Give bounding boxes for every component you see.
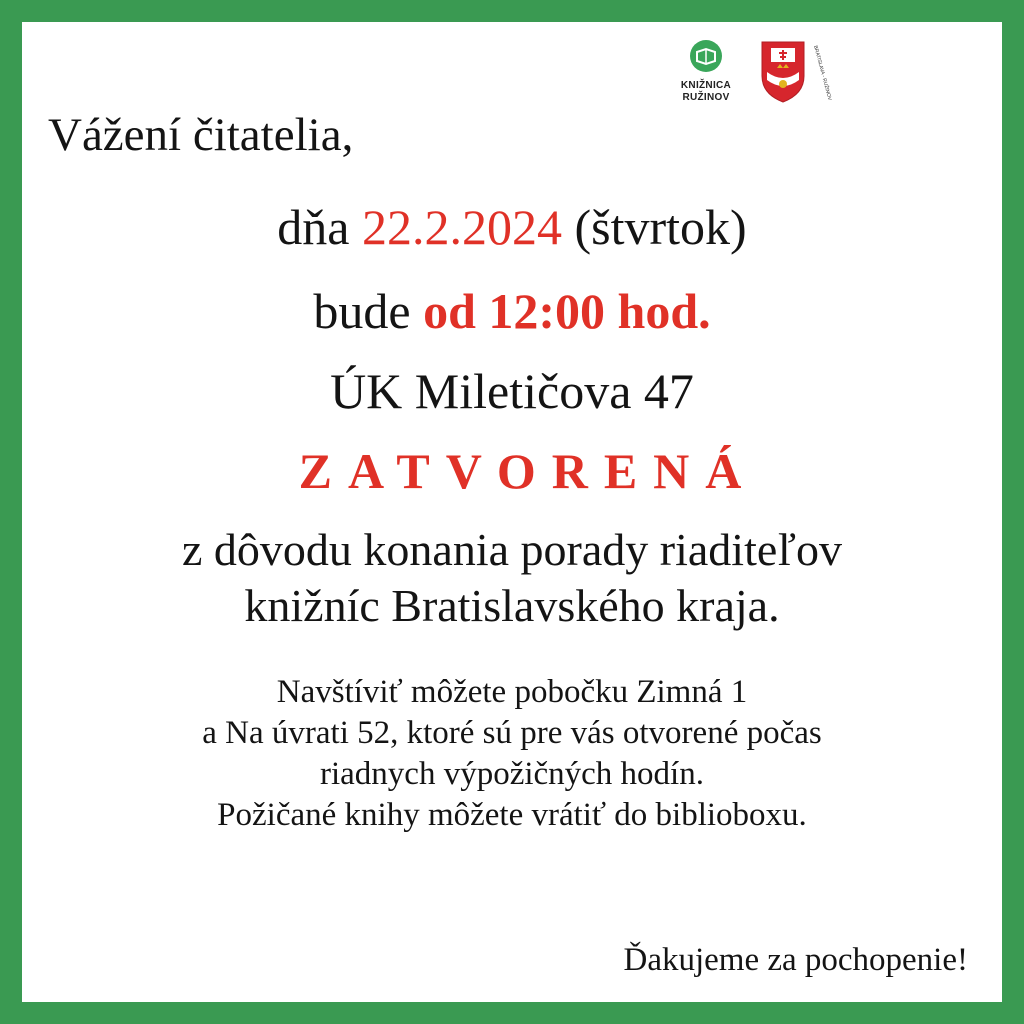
time-line	[22, 282, 1002, 340]
reason-text	[22, 522, 1002, 634]
info-line-1: Navštíviť môžete pobočku Zimná 1	[276, 674, 748, 710]
book-icon	[690, 40, 722, 72]
weekday: (štvrtok)	[574, 199, 747, 255]
salutation: Vážení čitatelia,	[48, 109, 354, 161]
crest-icon	[758, 38, 833, 108]
info-text	[22, 672, 1002, 836]
info-line-3: riadnych výpožičných hodín.	[320, 756, 704, 792]
library-logo-line1: KNIŽNICA	[680, 80, 732, 91]
library-logo	[678, 40, 734, 120]
library-logo-line2: RUŽINOV	[682, 92, 730, 103]
time-prefix: bude	[313, 283, 411, 339]
info-line-2: a Na úvrati 52, ktoré sú pre vás otvorené počas	[202, 715, 822, 751]
info-line-4: Požičané knihy môžete vrátiť do biblioboxu.	[217, 797, 807, 833]
district-crest-logo	[758, 38, 833, 108]
closure-time: od 12:00 hod.	[423, 283, 711, 339]
crest-caption: BRATISLAVA - RUŽINOV	[812, 44, 833, 102]
thanks-text: Ďakujeme za pochopenie!	[623, 942, 968, 978]
closure-date: 22.2.2024	[362, 199, 562, 255]
reason-line-2: knižníc Bratislavského kraja.	[244, 580, 780, 631]
library-branch: ÚK Miletičova 47	[330, 363, 694, 419]
closed-heading: ZATVORENÁ	[298, 443, 758, 499]
date-prefix: dňa	[277, 199, 350, 255]
notice-card	[22, 22, 1002, 1002]
date-line	[22, 198, 1002, 256]
reason-line-1: z dôvodu konania porady riaditeľov	[182, 524, 842, 575]
